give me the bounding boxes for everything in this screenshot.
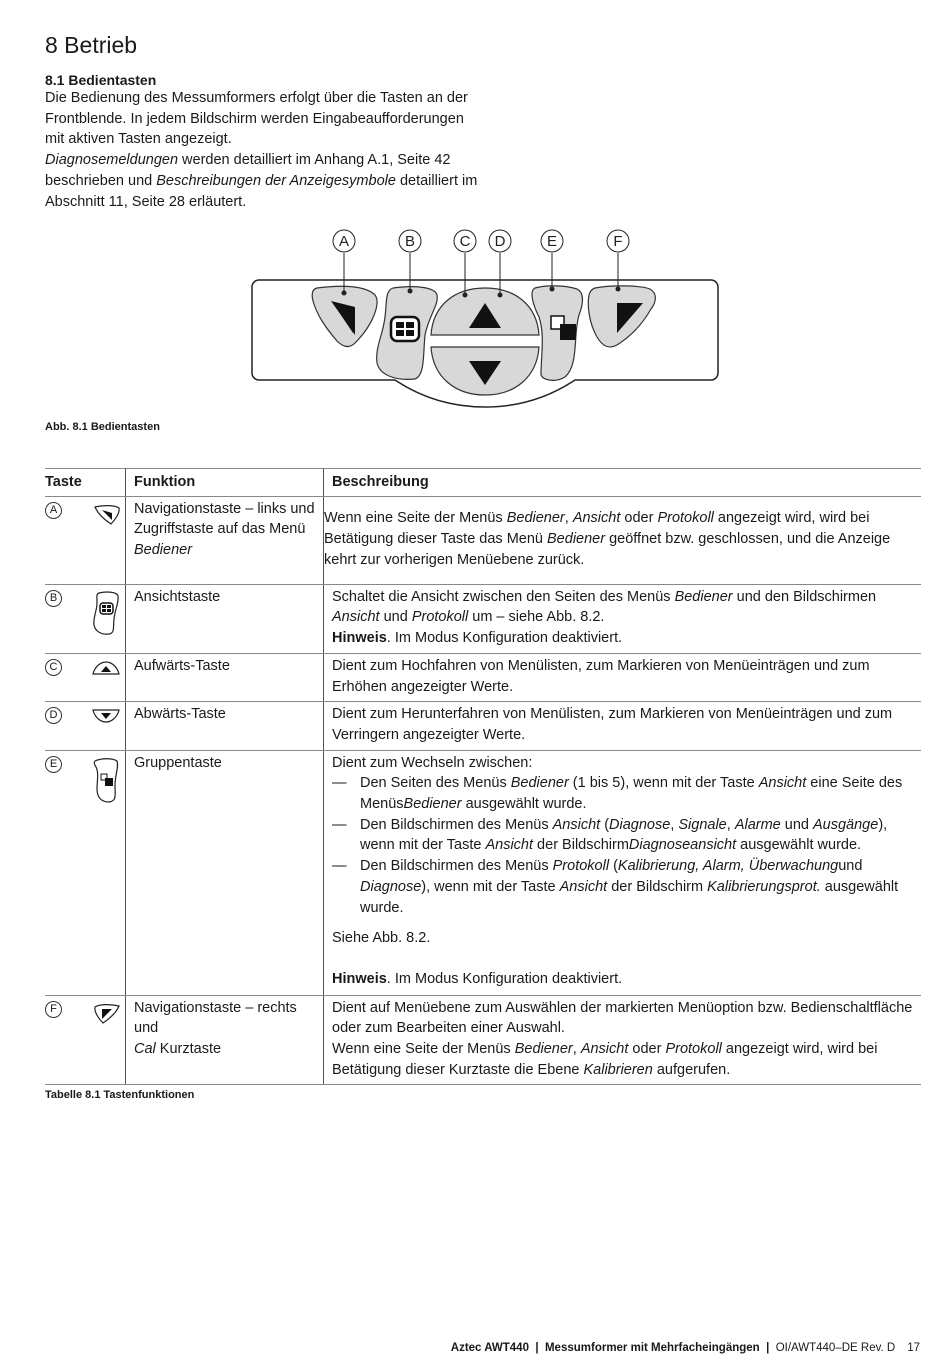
e-b2-t6: ), wenn mit der Taste — [360, 816, 888, 854]
up-key-icon — [91, 660, 121, 676]
table-row-a — [45, 496, 921, 584]
e-b2-t5: und — [780, 816, 813, 833]
e-b2-em7: Diagnoseansicht — [628, 837, 737, 854]
e-b1-t1: Den Seiten des Menüs — [360, 775, 511, 792]
callout-e: E — [546, 233, 558, 250]
func-f-1: Navigationstaste – rechts und — [134, 999, 297, 1037]
table-row-e — [45, 750, 921, 995]
desc-e-list — [332, 773, 913, 918]
e-b2-t7: der Bildschirm — [533, 837, 629, 854]
desc-f-t4: oder — [628, 1041, 666, 1058]
callout-b: B — [404, 233, 416, 250]
e-b3-t6: ausgewählt wurde. — [360, 878, 899, 916]
nav-left-key-icon — [93, 503, 121, 527]
e-b3-em1: Protokoll — [552, 858, 610, 875]
callout-a: A — [338, 233, 350, 250]
e-b2-t4: , — [726, 816, 735, 833]
footer-page-number: 17 — [907, 1342, 920, 1354]
intro-paragraph — [45, 88, 485, 212]
e-b1-t4: ausgewählt wurde. — [461, 796, 587, 813]
desc-e-intro: Dient zum Wechseln zwischen: — [332, 754, 533, 771]
table-row-c — [45, 653, 921, 701]
e-b3-em5: Kalibrierungsprot. — [707, 878, 821, 895]
desc-b-t2: und den Bildschirmen — [732, 588, 877, 605]
figure-caption: Abb. 8.1 Bedientasten — [45, 421, 160, 433]
view-key-icon — [91, 591, 121, 635]
key-letter-f: F — [45, 1001, 62, 1018]
taste-cell-d — [45, 702, 126, 750]
desc-f-t1: Dient auf Menüebene zum Auswählen der markierten Menüoption bzw. Bedienschaltfläche oder zum Bearbeiten einer Auswahl. — [332, 999, 913, 1037]
desc-b-em2: Ansicht — [332, 609, 380, 626]
e-b2-em2: Diagnose — [609, 816, 671, 833]
table-row-b — [45, 584, 921, 653]
note-e-text: . Im Modus Konfiguration deaktiviert. — [386, 970, 623, 987]
func-f-em: Cal — [134, 1041, 156, 1058]
funktion-cell-e: Gruppentaste — [126, 750, 324, 995]
beschreibung-cell-c: Dient zum Hochfahren von Menülisten, zum Markieren von Menüeinträgen und zum Erhöhen angezeigter Werte. — [324, 653, 922, 701]
desc-e-see: Siehe Abb. 8.2. — [332, 930, 431, 947]
func-a-em: Bediener — [134, 542, 193, 559]
e-b2-t8: ausgewählt wurde. — [736, 837, 862, 854]
table-header-row — [45, 469, 921, 497]
callout-d: D — [494, 233, 506, 250]
header-taste: Taste — [45, 469, 126, 497]
beschreibung-cell-d: Dient zum Herunterfahren von Menülisten, zum Markieren von Menüeinträgen und zum Verringern angezeigter Werte. — [324, 702, 922, 750]
e-b1-em3: Bediener — [403, 796, 462, 813]
funktion-cell-f — [126, 995, 324, 1085]
desc-a-em4: Bediener — [547, 530, 606, 547]
intro-text-2: werden detailliert im Anhang A.1, Seite 42 beschrieben und — [45, 152, 451, 189]
desc-a-t4: angezeigt wird, wird bei Betätigung dieser Taste das Menü — [324, 510, 870, 547]
desc-f-em2: Ansicht — [580, 1041, 629, 1058]
intro-text-1: Die Bedienung des Messumformers erfolgt über die Tasten an der Frontblende. In jedem Bildschirm werden Eingabeaufforderungen mit aktiven Tasten angezeigt. — [45, 90, 468, 148]
key-letter-e: E — [45, 756, 62, 773]
desc-a-em1: Bediener — [506, 510, 565, 527]
callout-c: C — [459, 233, 471, 250]
beschreibung-cell-b — [324, 584, 922, 653]
funktion-cell-d: Abwärts-Taste — [126, 702, 324, 750]
key-letter-b: B — [45, 590, 62, 607]
list-item — [332, 773, 913, 814]
beschreibung-cell-e — [324, 750, 922, 995]
desc-b-t3: und — [379, 609, 412, 626]
funktion-cell-a — [126, 496, 324, 584]
header-beschreibung: Beschreibung — [324, 469, 922, 497]
e-b1-em2: Ansicht — [758, 775, 807, 792]
desc-f-t5: angezeigt wird, wird bei Betätigung dieser Kurztaste die Ebene — [332, 1041, 878, 1078]
footer-sep-1: | — [528, 1342, 545, 1354]
list-item — [332, 815, 913, 856]
e-b3-t1: Den Bildschirmen des Menüs — [360, 858, 553, 875]
table-row-d — [45, 702, 921, 750]
e-b3-t5: der Bildschirm — [607, 878, 708, 895]
e-b3-em3: Diagnose — [360, 878, 422, 895]
table-caption: Tabelle 8.1 Tastenfunktionen — [45, 1089, 195, 1101]
taste-cell-e — [45, 750, 126, 995]
funktion-cell-c: Aufwärts-Taste — [126, 653, 324, 701]
taste-cell-a — [45, 496, 126, 584]
desc-f-t2: Wenn eine Seite der Menüs — [332, 1041, 515, 1058]
keypad-figure — [245, 225, 725, 410]
e-b2-em1: Ansicht — [552, 816, 601, 833]
func-a-2: Zugriffstaste auf das Menü — [134, 521, 306, 538]
desc-f-t3: , — [572, 1041, 581, 1058]
page-footer — [451, 1342, 920, 1354]
beschreibung-cell-f — [324, 995, 922, 1085]
taste-cell-f — [45, 995, 126, 1085]
e-b1-t2: (1 bis 5), wenn mit der Taste — [568, 775, 759, 792]
section-title: 8.1 Bedientasten — [45, 72, 157, 88]
e-b2-t2: ( — [600, 816, 610, 833]
down-key-icon — [91, 708, 121, 724]
note-b-text: . Im Modus Konfiguration deaktiviert. — [386, 630, 623, 647]
desc-e-note — [332, 969, 913, 990]
e-b2-t3: , — [670, 816, 679, 833]
key-functions-table — [45, 468, 921, 1085]
e-b1-em1: Bediener — [510, 775, 569, 792]
desc-f-t6: aufgerufen. — [652, 1061, 731, 1078]
intro-em-2: Beschreibungen der Anzeigesymbole — [156, 172, 396, 189]
desc-f-em1: Bediener — [514, 1041, 573, 1058]
desc-b-em3: Protokoll — [411, 609, 469, 626]
table-row-f — [45, 995, 921, 1085]
nav-right-key-icon — [93, 1002, 121, 1026]
e-b2-em4: Alarme — [734, 816, 781, 833]
footer-product: Aztec AWT440 — [450, 1342, 529, 1354]
e-b2-em6: Ansicht — [485, 837, 534, 854]
e-b3-em2: Kalibrierung, Alarm, Überwachung — [617, 858, 839, 875]
list-item — [332, 856, 913, 918]
e-b3-t2: ( — [609, 858, 618, 875]
callout-f: F — [613, 233, 623, 250]
func-a-1: Navigationstaste – links und — [134, 500, 315, 517]
key-letter-c: C — [45, 659, 62, 676]
key-letter-d: D — [45, 707, 62, 724]
e-b2-t1: Den Bildschirmen des Menüs — [360, 816, 553, 833]
note-e-bold: Hinweis — [332, 970, 387, 987]
desc-b-em1: Bediener — [674, 588, 733, 605]
desc-a-em2: Ansicht — [572, 510, 621, 527]
desc-b-t1: Schaltet die Ansicht zwischen den Seiten des Menüs — [332, 588, 675, 605]
taste-cell-b — [45, 584, 126, 653]
taste-cell-c — [45, 653, 126, 701]
e-b2-em3: Signale — [678, 816, 727, 833]
e-b2-em5: Ausgänge — [813, 816, 879, 833]
desc-a-t1: Wenn eine Seite der Menüs — [324, 510, 507, 527]
desc-a-t5: geöffnet bzw. geschlossen, und die Anzeige kehrt zur vorherigen Menüebene zurück. — [324, 530, 891, 568]
funktion-cell-b: Ansichtstaste — [126, 584, 324, 653]
footer-sep-2: | — [759, 1342, 776, 1354]
note-b-bold: Hinweis — [332, 630, 387, 647]
intro-em-1: Diagnosemeldungen — [45, 152, 179, 169]
e-b3-t3: und — [838, 858, 863, 875]
desc-b-t4: um – siehe Abb. 8.2. — [468, 609, 605, 626]
group-key-icon — [91, 757, 121, 803]
chapter-title: 8 Betrieb — [45, 32, 138, 58]
intro-text-3: detailliert im Abschnitt 11, Seite 28 erläutert. — [45, 172, 478, 210]
beschreibung-cell-a — [324, 496, 922, 584]
desc-f-em4: Kalibrieren — [583, 1061, 653, 1078]
e-b3-em4: Ansicht — [559, 878, 608, 895]
footer-doc: OI/AWT440–DE Rev. D — [775, 1342, 896, 1354]
desc-a-t2: , — [564, 510, 573, 527]
func-f-2: Kurztaste — [155, 1041, 222, 1058]
desc-f-em3: Protokoll — [665, 1041, 722, 1058]
header-funktion: Funktion — [126, 469, 324, 497]
desc-a-t3: oder — [620, 510, 658, 527]
desc-a-em3: Protokoll — [657, 510, 714, 527]
footer-title: Messumformer mit Mehrfacheingängen — [544, 1342, 760, 1354]
e-b1-t3: eine Seite des Menüs — [360, 775, 903, 813]
key-letter-a: A — [45, 502, 62, 519]
e-b3-t4: ), wenn mit der Taste — [421, 878, 560, 895]
